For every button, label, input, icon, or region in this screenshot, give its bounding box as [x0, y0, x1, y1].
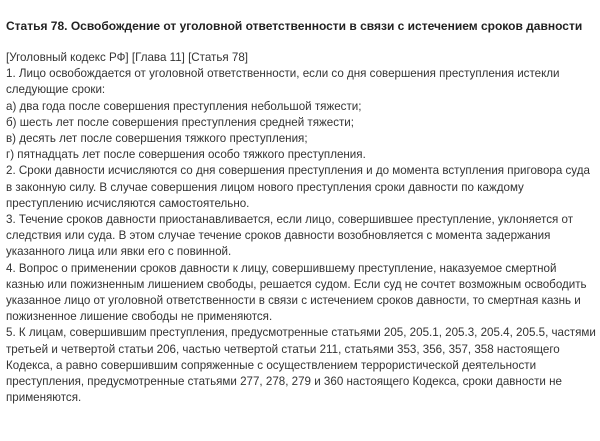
paragraph-line: указанного лица или явки его с повинной.	[6, 245, 232, 259]
paragraph-line: 3. Течение сроков давности приостанавливается, если лицо, совершившее преступление, уклоняется от	[6, 213, 573, 227]
breadcrumb: [Уголовный кодекс РФ] [Глава 11] [Статья 78]	[6, 51, 249, 64]
paragraph-line: 1. Лицо освобождается от уголовной ответственности, если со дня совершения преступления истекли	[6, 67, 560, 81]
paragraph-line: 2. Сроки давности исчисляются со дня совершения преступления и до момента вступления приговора суда	[6, 164, 590, 178]
article-title: Статья 78. Освобождение от уголовной ответственности в связи с истечением сроков давности	[6, 19, 583, 33]
paragraph-line: преступлению исчисляются самостоятельно.	[6, 196, 250, 210]
paragraph-line: следующие сроки:	[6, 83, 106, 97]
list-item: г) пятнадцать лет после совершения особо тяжкого преступления.	[6, 148, 366, 162]
paragraph-line: пожизненное лишение свободы не применяются.	[6, 310, 273, 324]
paragraph-line: применяются.	[6, 391, 82, 405]
paragraph-line: третьей и четвертой статьи 206, частью четвертой статьи 211, статьями 353, 356, 357, 358 настоящего	[6, 342, 560, 356]
paragraph-line: преступления, предусмотренные статьями 277, 278, 279 и 360 настоящего Кодекса, сроки давности не	[6, 375, 562, 389]
list-item: в) десять лет после совершения тяжкого преступления;	[6, 132, 308, 146]
article-body	[6, 50, 594, 406]
list-item: а) два года после совершения преступления небольшой тяжести;	[6, 99, 362, 113]
paragraph-line: Кодекса, а равно совершившим сопряженные с осуществлением террористической деятельности	[6, 358, 537, 372]
paragraph-line: 4. Вопрос о применении сроков давности к лицу, совершившему преступление, наказуемое смертной	[6, 261, 557, 275]
paragraph-line: следствия или суда. В этом случае течение сроков давности возобновляется с момента задержания	[6, 229, 551, 243]
paragraph-line: казнью или пожизненным лишением свободы, решается судом. Если суд не сочтет возможным освободить	[6, 277, 587, 291]
paragraph-line: указанное лицо от уголовной ответственности в связи с истечением сроков давности, то смертная казнь и	[6, 294, 581, 308]
paragraph-line: в законную силу. В случае совершения лицом нового преступления сроки давности по каждому	[6, 180, 524, 194]
list-item: б) шесть лет после совершения преступления средней тяжести;	[6, 115, 355, 129]
paragraph-line: 5. К лицам, совершившим преступления, предусмотренные статьями 205, 205.1, 205.3, 205.4, 205.5, частями	[6, 326, 596, 340]
